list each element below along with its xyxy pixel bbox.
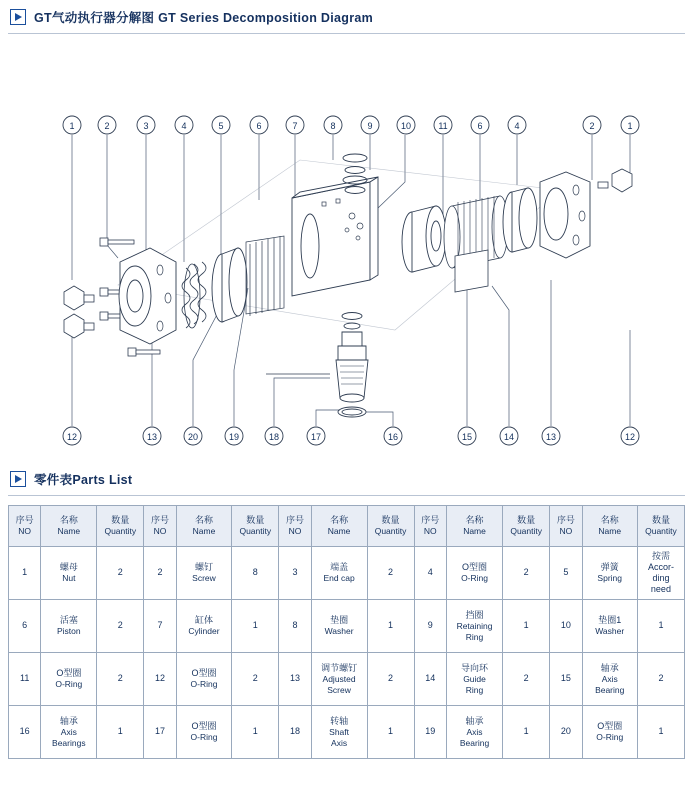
table-row xyxy=(9,600,685,653)
cell-name: 缸体 Cylinder xyxy=(176,600,232,653)
svg-text:15: 15 xyxy=(461,432,473,442)
table-row xyxy=(9,547,685,600)
cell-qty: 按需 Accor- ding need xyxy=(637,547,684,600)
cell-qty: 1 xyxy=(637,600,684,653)
cell-no: 13 xyxy=(279,653,311,706)
cell-qty: 2 xyxy=(503,547,550,600)
cell-name: 螺钉 Screw xyxy=(176,547,232,600)
cell-qty: 1 xyxy=(503,600,550,653)
cell-name: 转轴 Shaft Axis xyxy=(311,706,367,759)
svg-text:8: 8 xyxy=(330,121,336,131)
triangle-bullet-icon-2 xyxy=(10,471,26,487)
svg-text:17: 17 xyxy=(310,432,322,442)
col-header-name-4: 名称 Name xyxy=(446,506,502,547)
svg-text:14: 14 xyxy=(503,432,515,442)
cell-no: 9 xyxy=(414,600,446,653)
cell-no: 16 xyxy=(9,706,41,759)
svg-text:11: 11 xyxy=(438,121,448,131)
table-row xyxy=(9,706,685,759)
col-header-no-5: 序号 NO xyxy=(550,506,582,547)
svg-text:5: 5 xyxy=(218,121,224,131)
cell-name: O型圈 O-Ring xyxy=(176,653,232,706)
cell-no: 3 xyxy=(279,547,311,600)
col-header-qty-2: 数量 Quantity xyxy=(232,506,279,547)
svg-text:9: 9 xyxy=(367,121,373,131)
cell-qty: 8 xyxy=(232,547,279,600)
col-header-no-3: 序号 NO xyxy=(279,506,311,547)
parts-section-header xyxy=(0,462,693,496)
cell-no: 2 xyxy=(144,547,176,600)
svg-text:20: 20 xyxy=(187,432,199,442)
svg-text:12: 12 xyxy=(624,432,636,442)
svg-text:6: 6 xyxy=(256,121,262,131)
table-header-row xyxy=(9,506,685,547)
cell-qty: 1 xyxy=(367,600,414,653)
cell-qty: 2 xyxy=(232,653,279,706)
cell-qty: 1 xyxy=(367,706,414,759)
parts-list-table xyxy=(8,505,685,759)
diagram-title: GT气动执行器分解图 GT Series Decomposition Diagram xyxy=(34,11,374,25)
col-header-qty-5: 数量 Quantity xyxy=(637,506,684,547)
cell-no: 20 xyxy=(550,706,582,759)
cell-no: 8 xyxy=(279,600,311,653)
svg-text:4: 4 xyxy=(181,121,187,131)
table-body xyxy=(9,547,685,759)
cell-qty: 1 xyxy=(503,706,550,759)
cell-name: 弹簧 Spring xyxy=(582,547,637,600)
cell-no: 19 xyxy=(414,706,446,759)
cell-name: 轴承 Axis Bearings xyxy=(41,706,97,759)
cell-name: 导向环 Guide Ring xyxy=(446,653,502,706)
cell-qty: 1 xyxy=(97,706,144,759)
svg-text:6: 6 xyxy=(477,121,483,131)
cell-qty: 2 xyxy=(97,600,144,653)
cell-no: 17 xyxy=(144,706,176,759)
col-header-no-2: 序号 NO xyxy=(144,506,176,547)
svg-text:13: 13 xyxy=(146,432,158,442)
parts-title-rule xyxy=(8,495,685,496)
svg-text:13: 13 xyxy=(545,432,557,442)
table-row xyxy=(9,653,685,706)
cell-name: 端盖 End cap xyxy=(311,547,367,600)
col-header-qty-3: 数量 Quantity xyxy=(367,506,414,547)
cell-no: 15 xyxy=(550,653,582,706)
col-header-qty-4: 数量 Quantity xyxy=(503,506,550,547)
table-head xyxy=(9,506,685,547)
cell-name: 活塞 Piston xyxy=(41,600,97,653)
col-header-name-5: 名称 Name xyxy=(582,506,637,547)
cell-no: 14 xyxy=(414,653,446,706)
cell-name: O型圈 O-Ring xyxy=(446,547,502,600)
svg-text:2: 2 xyxy=(104,121,110,131)
cell-qty: 1 xyxy=(232,600,279,653)
cell-no: 5 xyxy=(550,547,582,600)
svg-text:18: 18 xyxy=(268,432,280,442)
cell-qty: 1 xyxy=(637,706,684,759)
col-header-no-1: 序号 NO xyxy=(9,506,41,547)
cell-name: 调节螺钉 Adjusted Screw xyxy=(311,653,367,706)
col-header-name-2: 名称 Name xyxy=(176,506,232,547)
diagram-section-header xyxy=(0,0,693,30)
cell-name: O型圈 O-Ring xyxy=(41,653,97,706)
cell-qty: 2 xyxy=(367,653,414,706)
cell-qty: 1 xyxy=(232,706,279,759)
col-header-name-1: 名称 Name xyxy=(41,506,97,547)
cell-no: 11 xyxy=(9,653,41,706)
cell-name: O型圈 O-Ring xyxy=(582,706,637,759)
svg-text:1: 1 xyxy=(627,121,633,131)
cell-no: 18 xyxy=(279,706,311,759)
col-header-qty-1: 数量 Quantity xyxy=(97,506,144,547)
triangle-bullet-icon xyxy=(10,9,26,25)
col-header-name-3: 名称 Name xyxy=(311,506,367,547)
cell-name: 轴承 Axis Bearing xyxy=(582,653,637,706)
svg-text:7: 7 xyxy=(292,121,298,131)
cell-no: 10 xyxy=(550,600,582,653)
cell-qty: 2 xyxy=(367,547,414,600)
col-header-no-4: 序号 NO xyxy=(414,506,446,547)
cell-no: 6 xyxy=(9,600,41,653)
cell-qty: 2 xyxy=(97,653,144,706)
cell-qty: 2 xyxy=(637,653,684,706)
svg-text:4: 4 xyxy=(514,121,520,131)
cell-qty: 2 xyxy=(97,547,144,600)
cell-no: 1 xyxy=(9,547,41,600)
cell-no: 7 xyxy=(144,600,176,653)
svg-text:2: 2 xyxy=(589,121,595,131)
exploded-diagram xyxy=(0,30,693,455)
cell-no: 4 xyxy=(414,547,446,600)
cell-name: 垫圈1 Washer xyxy=(582,600,637,653)
svg-text:1: 1 xyxy=(69,121,75,131)
cell-no: 12 xyxy=(144,653,176,706)
cell-name: 垫圈 Washer xyxy=(311,600,367,653)
cell-name: 挡圈 Retaining Ring xyxy=(446,600,502,653)
svg-text:12: 12 xyxy=(66,432,78,442)
cell-name: 轴承 Axis Bearing xyxy=(446,706,502,759)
svg-text:10: 10 xyxy=(400,121,412,131)
svg-text:3: 3 xyxy=(143,121,149,131)
cell-qty: 2 xyxy=(503,653,550,706)
cell-name: O型圈 O-Ring xyxy=(176,706,232,759)
cell-name: 螺母 Nut xyxy=(41,547,97,600)
svg-text:16: 16 xyxy=(387,432,399,442)
svg-text:19: 19 xyxy=(228,432,240,442)
parts-list-title: 零件表Parts List xyxy=(34,473,133,487)
